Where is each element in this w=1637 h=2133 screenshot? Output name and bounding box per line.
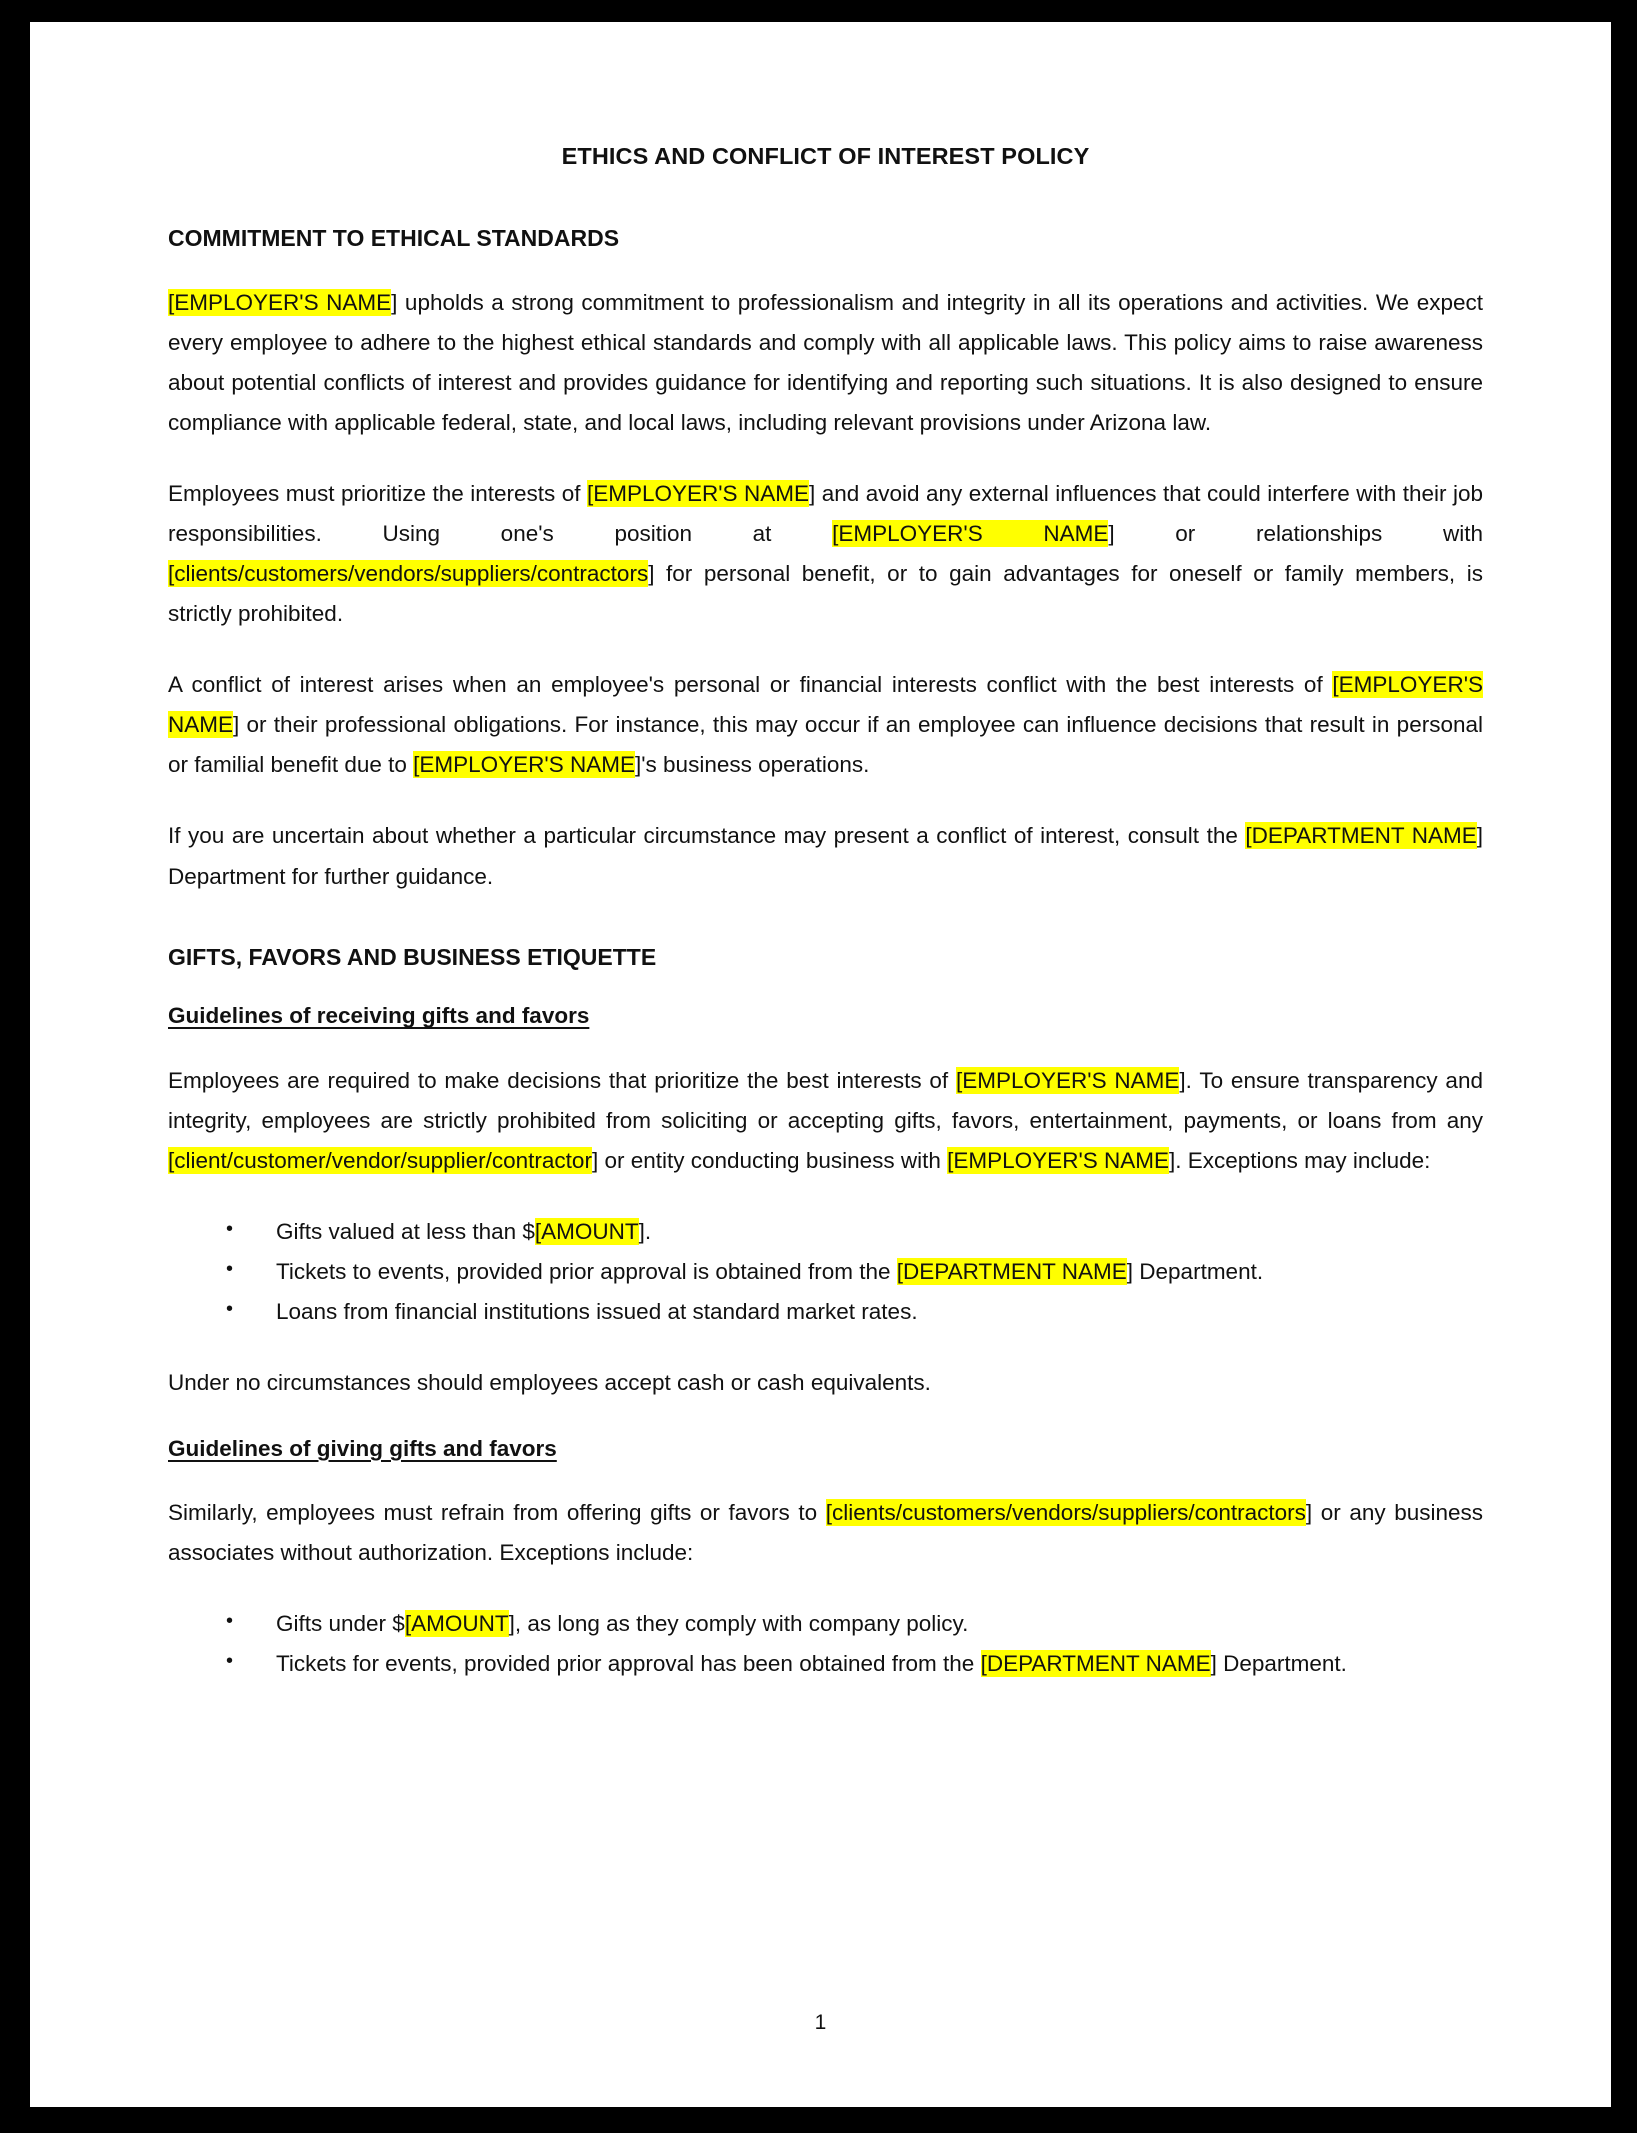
- text-run: ] Department.: [1210, 1651, 1347, 1677]
- bullet-list-giving-exceptions: [168, 1604, 1483, 1684]
- text-run: Similarly, employees must refrain from offering gifts or favors to: [168, 1500, 826, 1526]
- text-run: ] Department.: [1126, 1258, 1264, 1284]
- placeholder-department-name: [DEPARTMENT NAME: [1245, 823, 1477, 849]
- placeholder-clients-customers-vendors: [clients/customers/vendors/suppliers/contractors: [168, 561, 649, 587]
- paragraph-commitment-1-text: ] upholds a strong commitment to professionalism and integrity in all its operations and activities. We expect every employee to adhere to the highest ethical standards and comply with all applicable laws. This policy aims to raise awareness about potential conflicts of interest and provides guidance for identifying and reporting such situations. It is also designed to ensure compliance with applicable federal, state, and local laws, including relevant provisions under Arizona law.: [168, 289, 1483, 436]
- text-run: ] or entity conducting business with: [591, 1147, 948, 1173]
- bullet-list-receiving-exceptions: [168, 1212, 1483, 1332]
- list-item: [220, 1292, 1483, 1332]
- text-run: ] or their professional obligations. For instance, this may occur if an employee can influence decisions that result in personal or familial benefit due to: [168, 712, 1483, 778]
- text-run: ] or any business associates without authorization. Exceptions include:: [168, 1500, 1483, 1566]
- text-run: ], as long as they comply with company policy.: [508, 1611, 969, 1637]
- text-run: ] for personal benefit, or to gain advantages for oneself or family members, is strictly prohibited.: [168, 561, 1483, 627]
- placeholder-amount: [AMOUNT: [534, 1218, 639, 1244]
- paragraph-commitment-4: [168, 816, 1483, 896]
- paragraph-commitment-1: [168, 283, 1483, 443]
- text-run: ] Department for further guidance.: [168, 823, 1483, 889]
- text-run: Employees are required to make decisions that prioritize the best interests of: [168, 1067, 956, 1093]
- text-run: A conflict of interest arises when an employee's personal or financial interests conflict with the best interests of: [168, 672, 1333, 698]
- paragraph-receiving-1: [168, 1061, 1483, 1181]
- placeholder-employers-name: [EMPLOYER'S NAME: [832, 521, 1109, 547]
- text-run: ]'s business operations.: [635, 752, 870, 778]
- text-run: ] or relationships with: [1108, 521, 1483, 547]
- placeholder-employers-name: [EMPLOYER'S NAME: [956, 1067, 1180, 1093]
- text-run: ]. Exceptions may include:: [1169, 1147, 1431, 1173]
- text-run: ] and avoid any external influences that could interfere with their job responsibilities. Using one's position at: [168, 481, 1483, 547]
- placeholder-clients-customers-vendors: [clients/customers/vendors/suppliers/contractors: [825, 1500, 1306, 1526]
- paragraph-giving-1: [168, 1493, 1483, 1573]
- subheading-receiving-gifts: Guidelines of receiving gifts and favors: [168, 1003, 590, 1029]
- text-run: Gifts valued at less than $: [276, 1218, 535, 1244]
- placeholder-employers-name: [EMPLOYER'S NAME: [168, 672, 1483, 738]
- section-heading-gifts: GIFTS, FAVORS AND BUSINESS ETIQUETTE: [168, 943, 657, 970]
- placeholder-department-name: [DEPARTMENT NAME: [896, 1258, 1127, 1284]
- list-item: [220, 1252, 1483, 1292]
- section-heading-commitment: COMMITMENT TO ETHICAL STANDARDS: [168, 225, 620, 252]
- placeholder-amount: [AMOUNT: [404, 1611, 509, 1637]
- list-item: [220, 1644, 1483, 1684]
- paragraph-receiving-closing: Under no circumstances should employees accept cash or cash equivalents.: [168, 1369, 931, 1395]
- text-run: Gifts under $: [276, 1611, 405, 1637]
- paragraph-commitment-2: [168, 474, 1483, 634]
- placeholder-employers-name: [EMPLOYER'S NAME: [586, 481, 810, 507]
- text-run: ].: [638, 1218, 652, 1244]
- list-item: [220, 1604, 1483, 1644]
- placeholder-department-name: [DEPARTMENT NAME: [980, 1651, 1211, 1677]
- placeholder-employers-name: [EMPLOYER'S NAME: [168, 289, 392, 315]
- text-run: Tickets for events, provided prior approval has been obtained from the: [276, 1651, 981, 1677]
- placeholder-employers-name: [EMPLOYER'S NAME: [413, 752, 635, 778]
- text-run: If you are uncertain about whether a particular circumstance may present a conflict of interest, consult the: [168, 823, 1246, 849]
- page-title: ETHICS AND CONFLICT OF INTEREST POLICY: [561, 143, 1090, 169]
- page-sheet: [30, 22, 1611, 2107]
- paragraph-commitment-3: [168, 665, 1483, 785]
- list-item: [220, 1212, 1483, 1252]
- text-run: Loans from financial institutions issued at standard market rates.: [276, 1298, 918, 1324]
- subheading-giving-gifts: Guidelines of giving gifts and favors: [168, 1435, 557, 1461]
- text-run: Tickets to events, provided prior approval is obtained from the: [276, 1258, 897, 1284]
- text-run: ]. To ensure transparency and integrity, employees are strictly prohibited from soliciting or accepting gifts, favors, entertainment, payments, or loans from any: [168, 1067, 1483, 1133]
- text-run: Employees must prioritize the interests of: [168, 481, 587, 507]
- page-number: 1: [814, 2011, 827, 2034]
- placeholder-client-customer-vendor: [client/customer/vendor/supplier/contractor: [168, 1147, 592, 1173]
- placeholder-employers-name: [EMPLOYER'S NAME: [947, 1147, 1170, 1173]
